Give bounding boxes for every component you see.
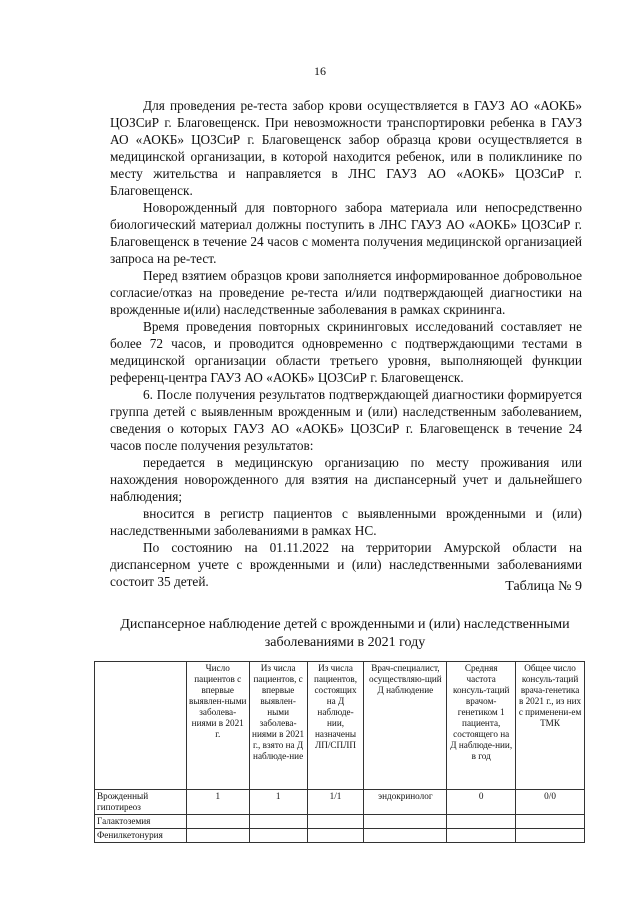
dispensary-table [94, 661, 585, 843]
table-caption: Диспансерное наблюдение детей с врожденными и (или) наследственными заболеваниями в 2021 году [120, 617, 570, 650]
table-cell: Фенилкетонурия [95, 829, 187, 843]
paragraph-transfer: передается в медицинскую организацию по месту проживания или нахождения новорожденного для взятия на диспансерный учет и дальнейшего наблюдения; [110, 455, 582, 504]
table-cell [364, 815, 447, 829]
paragraph-repeat-sample: Новорожденный для повторного забора материала или непосредственно биологический материал должны поступить в ЛНС ГАУЗ АО «АОКБ» ЦОЗСиР г. Благовещенск в течение 24 часов с момента получения медицинской организацией запроса на ре-тест. [110, 200, 582, 266]
table-cell: 0 [447, 790, 516, 815]
table-label: Таблица № 9 [505, 579, 582, 594]
table-row [95, 790, 585, 815]
table-header-cell [95, 662, 187, 790]
table-cell: Врожденный гипотиреоз [95, 790, 187, 815]
table-cell: 1 [186, 790, 249, 815]
table-cell [249, 815, 307, 829]
table-header-row [95, 662, 585, 790]
table-cell [186, 815, 249, 829]
paragraph-consent: Перед взятием образцов крови заполняется информированное добровольное согласие/отказ на проведение ре-теста и/или подтверждающей диагностики на врожденные и(или) наследственные заболевания в рамках скрининга. [110, 268, 582, 317]
paragraph-status: По состоянию на 01.11.2022 на территории Амурской области на диспансерном учете с врожденными и (или) наследственными заболеваниями состоит 35 детей. [110, 540, 582, 589]
paragraph-timing: Время проведения повторных скрининговых исследований составляет не более 72 часов, и проводится одновременно с подтверждающими тестами в медицинской организации области третьего уровня, выполняющей функции референц-центра ГАУЗ АО «АОКБ» ЦОЗСиР г. Благовещенск. [110, 319, 582, 385]
table-header-cell: Общее число консуль-таций врача-генетика в 2021 г., из них с применени-ем ТМК [516, 662, 585, 790]
page-number: 16 [314, 64, 326, 78]
table-cell [516, 815, 585, 829]
body-text [110, 97, 582, 590]
table-cell [249, 829, 307, 843]
paragraph-retest-collection: Для проведения ре-теста забор крови осуществляется в ГАУЗ АО «АОКБ» ЦОЗСиР г. Благовещенск. При невозможности транспортировки ребенка в ГАУЗ АО «АОКБ» ЦОЗСиР г. Благовещенск забор образца крови осуществляется в медицинской организации, в которой находится ребенок, или в поликлинике по месту жительства и направляется в ЛНС ГАУЗ АО «АОКБ» ЦОЗСиР г. Благовещенск. [110, 98, 582, 198]
table-header-cell: Из числа пациентов, с впервые выявлен-ными заболева-ниями в 2021 г., взято на Д наблюде-ние [249, 662, 307, 790]
table-header-cell: Врач-специалист, осуществляю-щий Д наблюдение [364, 662, 447, 790]
table-row [95, 815, 585, 829]
table-cell [307, 815, 364, 829]
table-row [95, 829, 585, 843]
table-header-cell: Из числа пациентов, состоящих на Д наблюде-нии, назначены ЛП/СПЛП [307, 662, 364, 790]
table-header-cell: Средняя частота консуль-таций врачом-генетиком 1 пациента, состоящего на Д наблюде-нии, в год [447, 662, 516, 790]
table-cell [447, 829, 516, 843]
table-cell: 1 [249, 790, 307, 815]
table-cell [364, 829, 447, 843]
table-cell [186, 829, 249, 843]
table-cell [516, 829, 585, 843]
paragraph-results-item-6: 6. После получения результатов подтверждающей диагностики формируется группа детей с выявленным врожденным и (или) наследственным заболеванием, сведения о которых ГАУЗ АО «АОКБ» ЦОЗСиР г. Благовещенск в течение 24 часов после получения результатов: [110, 387, 582, 453]
table-cell: 0/0 [516, 790, 585, 815]
table-header-cell: Число пациентов с впервые выявлен-ными заболева-ниями в 2021 г. [186, 662, 249, 790]
table-cell: 1/1 [307, 790, 364, 815]
table-cell [447, 815, 516, 829]
table-cell: эндокринолог [364, 790, 447, 815]
paragraph-registry: вносится в регистр пациентов с выявленными врожденными и (или) наследственными заболеваниями в рамках НС. [110, 506, 582, 538]
table-cell: Галактоземия [95, 815, 187, 829]
table-cell [307, 829, 364, 843]
